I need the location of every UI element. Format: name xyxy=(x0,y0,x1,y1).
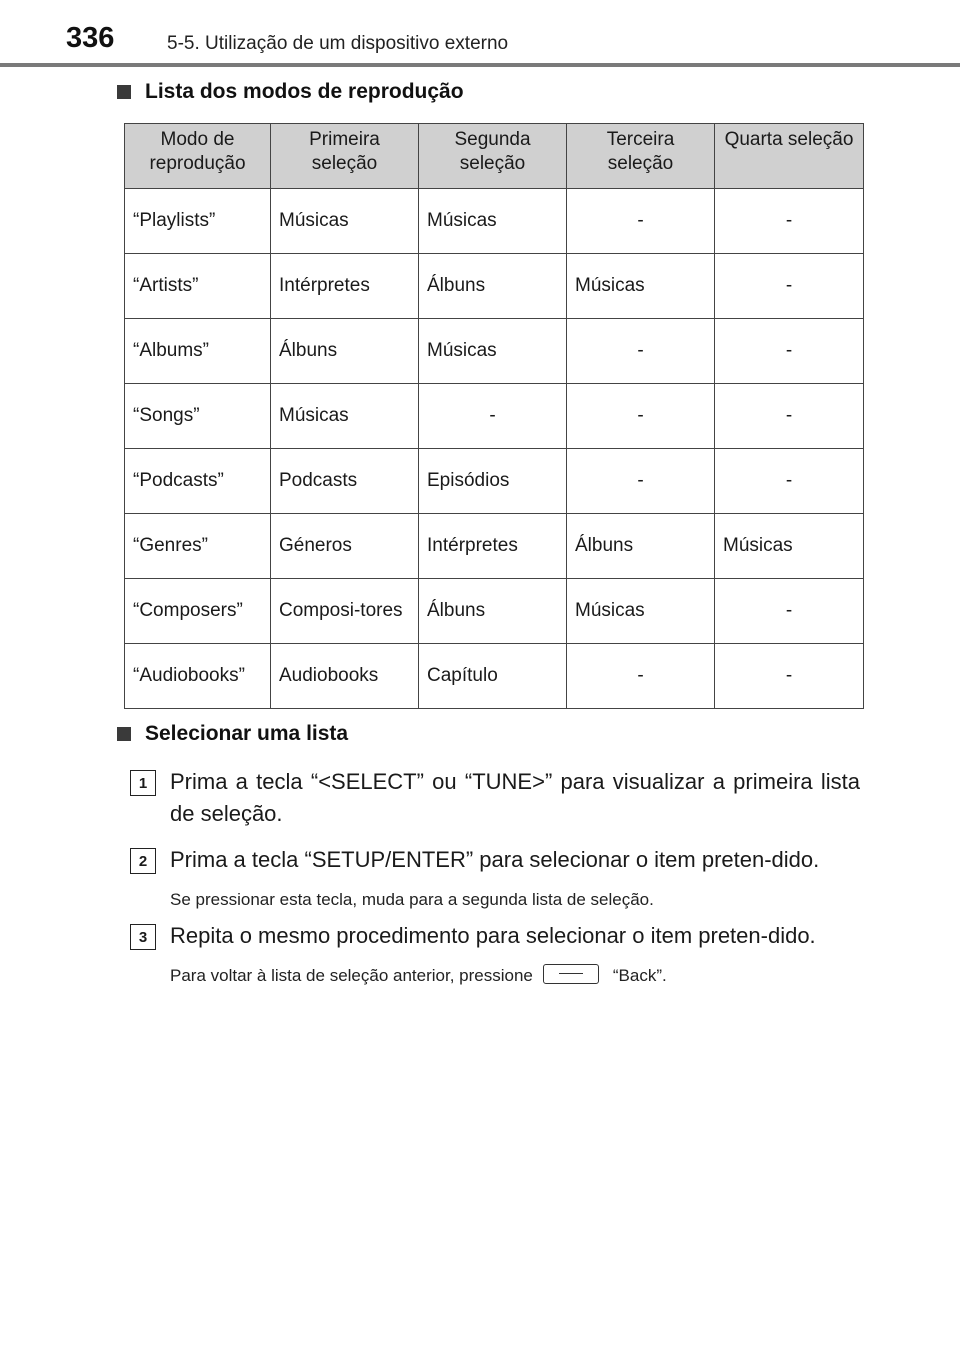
table-cell: “Audiobooks” xyxy=(125,644,271,709)
table-cell: “Podcasts” xyxy=(125,449,271,514)
header-cell: Modo de reprodução xyxy=(125,124,271,189)
step-number-icon: 1 xyxy=(130,770,156,796)
table-row xyxy=(125,514,864,579)
step-note xyxy=(170,964,860,988)
table-cell: Álbuns xyxy=(419,254,567,319)
step-number-icon: 3 xyxy=(130,924,156,950)
table-cell: Músicas xyxy=(419,189,567,254)
table-cell: - xyxy=(715,644,864,709)
table-cell: Composi-tores xyxy=(271,579,419,644)
table-cell: Intérpretes xyxy=(271,254,419,319)
table-cell: Audiobooks xyxy=(271,644,419,709)
table-cell: - xyxy=(567,319,715,384)
table-cell: “Composers” xyxy=(125,579,271,644)
table-cell: “Genres” xyxy=(125,514,271,579)
header-cell: Terceira seleção xyxy=(567,124,715,189)
step-3 xyxy=(130,920,860,988)
section-heading-modes xyxy=(117,80,464,104)
table-row xyxy=(125,579,864,644)
table-cell: “Playlists” xyxy=(125,189,271,254)
square-bullet-icon xyxy=(117,727,131,741)
steps-list xyxy=(130,766,860,988)
table-cell: “Artists” xyxy=(125,254,271,319)
table-cell: Álbuns xyxy=(419,579,567,644)
header-cell: Quarta seleção xyxy=(715,124,864,189)
page-number: 336 xyxy=(66,22,115,54)
table-cell: - xyxy=(419,384,567,449)
table-cell: - xyxy=(715,449,864,514)
table-row xyxy=(125,254,864,319)
table-cell: Músicas xyxy=(419,319,567,384)
table-cell: Álbuns xyxy=(271,319,419,384)
square-bullet-icon xyxy=(117,85,131,99)
step-note: Se pressionar esta tecla, muda para a segunda lista de seleção. xyxy=(170,890,654,909)
table-row xyxy=(125,384,864,449)
step-text: Prima a tecla “SETUP/ENTER” para selecionar o item preten-dido. xyxy=(170,847,820,872)
table-cell: “Albums” xyxy=(125,319,271,384)
section-title: Selecionar uma lista xyxy=(145,722,349,745)
table-row xyxy=(125,319,864,384)
table-cell: Intérpretes xyxy=(419,514,567,579)
back-key-icon xyxy=(543,964,599,984)
table-cell: Episódios xyxy=(419,449,567,514)
table-cell: Músicas xyxy=(715,514,864,579)
table-cell: - xyxy=(715,384,864,449)
table-row xyxy=(125,449,864,514)
step-2 xyxy=(130,844,860,912)
table-cell: Músicas xyxy=(271,189,419,254)
table-cell: - xyxy=(715,319,864,384)
table-cell: - xyxy=(567,189,715,254)
table-cell: Podcasts xyxy=(271,449,419,514)
playback-modes-table xyxy=(124,123,864,709)
note-text: “Back”. xyxy=(612,966,667,985)
table-cell: - xyxy=(567,384,715,449)
table-cell: “Songs” xyxy=(125,384,271,449)
table-cell: - xyxy=(715,579,864,644)
table-cell: Capítulo xyxy=(419,644,567,709)
header-cell: Primeira seleção xyxy=(271,124,419,189)
table-cell: Músicas xyxy=(567,254,715,319)
section-heading-select xyxy=(117,722,348,746)
table-cell: Músicas xyxy=(567,579,715,644)
note-text: Para voltar à lista de seleção anterior, pressione xyxy=(170,966,533,985)
table-header-row xyxy=(125,124,864,189)
header-rule xyxy=(0,63,960,67)
chapter-title: 5-5. Utilização de um dispositivo externo xyxy=(167,33,509,54)
step-number-icon: 2 xyxy=(130,848,156,874)
header-cell: Segunda seleção xyxy=(419,124,567,189)
table-cell: - xyxy=(567,449,715,514)
step-text: Repita o mesmo procedimento para selecionar o item preten-dido. xyxy=(170,923,816,948)
step-1 xyxy=(130,766,860,830)
table-cell: Álbuns xyxy=(567,514,715,579)
table-cell: - xyxy=(715,254,864,319)
table-row xyxy=(125,644,864,709)
table-cell: - xyxy=(567,644,715,709)
table-cell: Músicas xyxy=(271,384,419,449)
table-row xyxy=(125,189,864,254)
section-title: Lista dos modos de reprodução xyxy=(145,80,464,103)
step-text: Prima a tecla “<SELECT” ou “TUNE>” para visualizar a primeira lista de seleção. xyxy=(170,769,860,826)
table-cell: - xyxy=(715,189,864,254)
table-cell: Géneros xyxy=(271,514,419,579)
